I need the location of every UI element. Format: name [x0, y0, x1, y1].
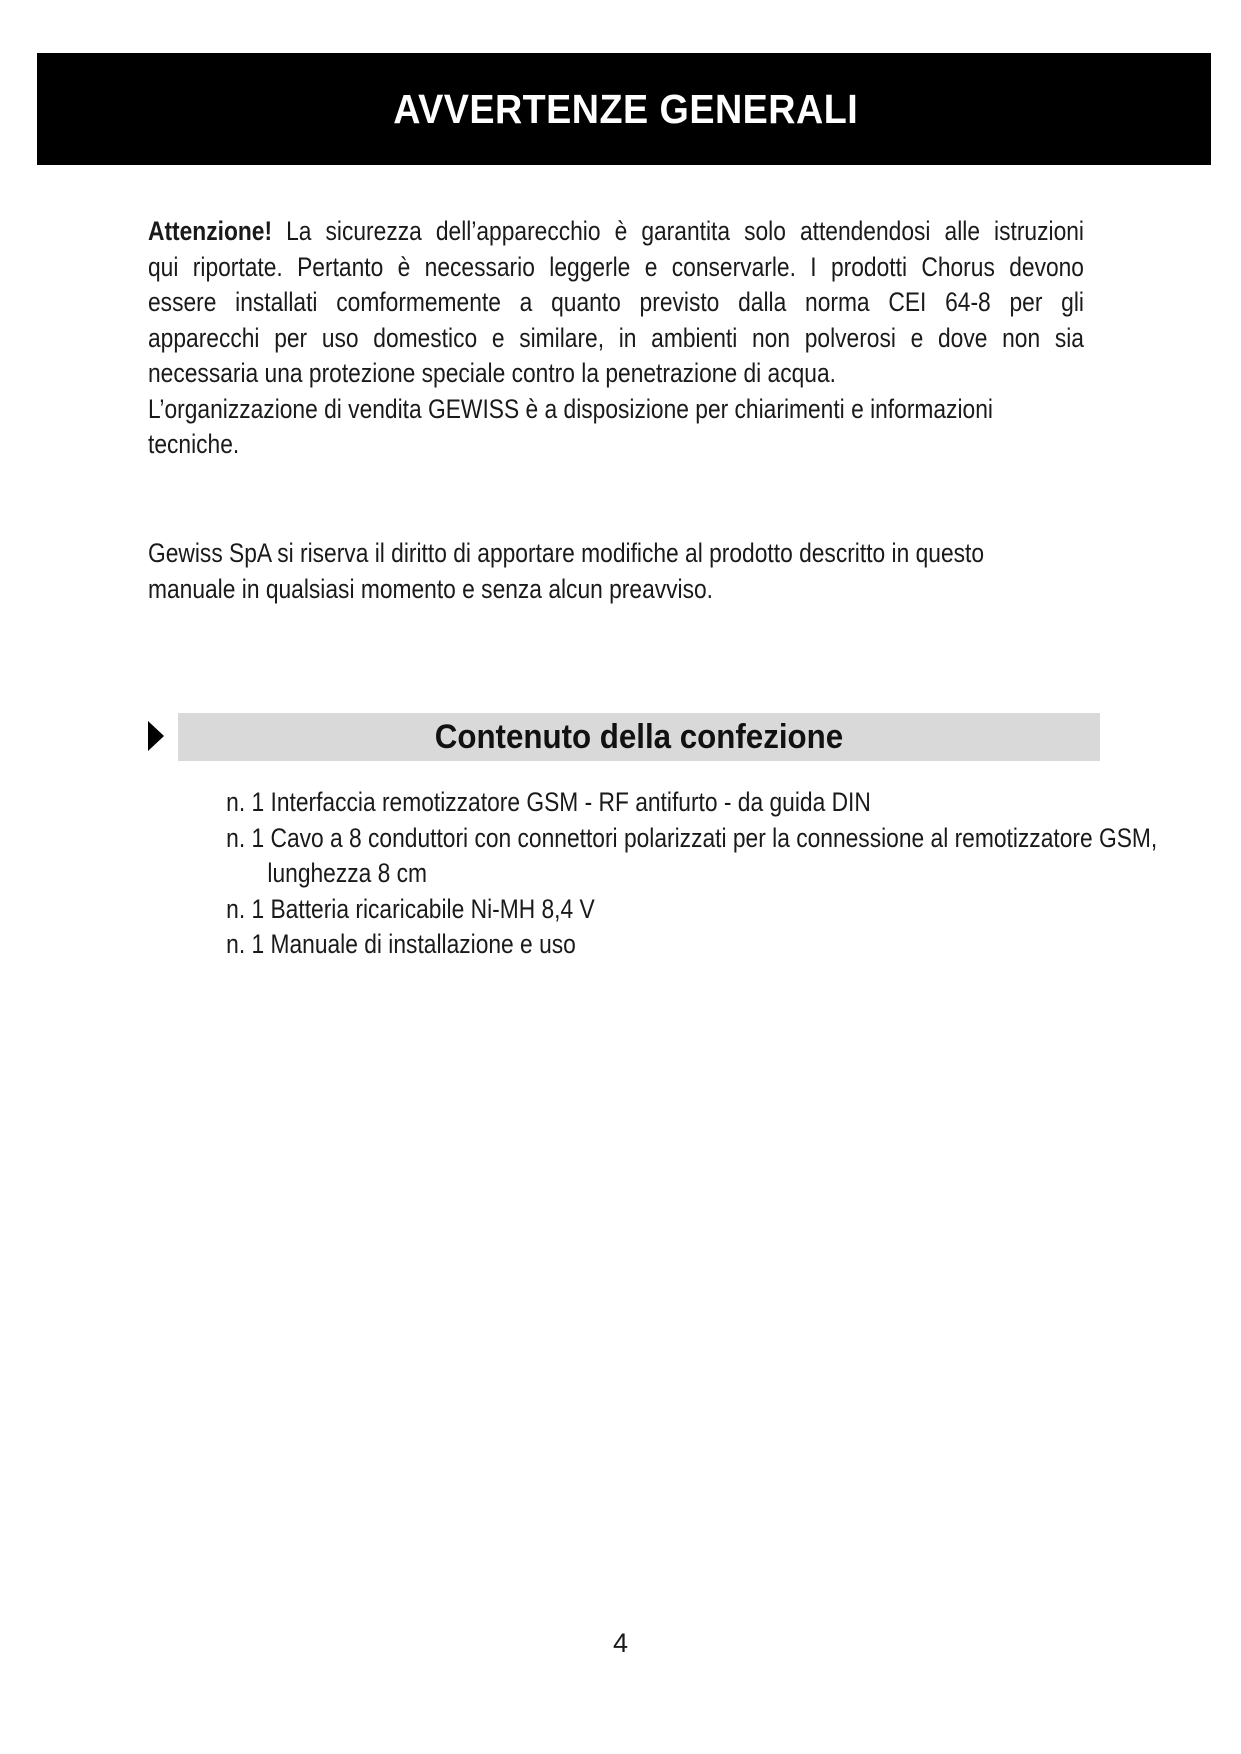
warning-line: essere installati comformemente a quanto previsto dalla norma CEI 64-8 per gli	[148, 287, 1084, 317]
page-title: AVVERTENZE GENERALI	[393, 85, 859, 132]
play-arrow-icon	[148, 721, 164, 751]
page-number: 4	[612, 1628, 629, 1658]
rights-line: manuale in qualsiasi momento e senza alcun preavviso.	[148, 573, 714, 604]
warning-line-text: La sicurezza dell’apparecchio è garantita solo attendendosi alle istruzioni	[272, 216, 1084, 246]
rights-line: Gewiss SpA si riserva il diritto di apportare modifiche al prodotto descritto in questo	[148, 538, 985, 568]
section-title-band	[178, 713, 1100, 761]
warning-line: tecniche.	[148, 429, 240, 459]
warning-line: apparecchi per uso domestico e similare, in ambienti non polverosi e dove non sia	[148, 322, 1084, 353]
rights-paragraph	[148, 536, 1084, 607]
warning-line	[148, 214, 1084, 250]
list-item: n. 1 Batteria ricaricabile Ni-MH 8,4 V	[226, 893, 595, 924]
warning-line: L’organizzazione di vendita GEWISS è a disposizione per chiarimenti e informazioni	[148, 393, 993, 424]
contents-section-header	[148, 713, 1100, 761]
warning-lead: Attenzione!	[148, 216, 273, 246]
list-item: n. 1 Manuale di installazione e uso	[226, 929, 576, 959]
section-title: Contenuto della confezione	[434, 717, 844, 756]
warning-paragraph	[148, 214, 1084, 463]
page-header-bar	[37, 53, 1211, 165]
warning-line: necessaria una protezione speciale contro la penetrazione di acqua.	[148, 358, 836, 388]
list-item: n. 1 Cavo a 8 conduttori con connettori polarizzati per la connessione al remotizzatore GSM, lunghezza 8 cm	[226, 822, 1158, 888]
warning-line: qui riportate. Pertanto è necessario leggerle e conservarle. I prodotti Chorus devono	[148, 251, 1084, 282]
contents-list	[226, 785, 1186, 963]
list-item: n. 1 Interfaccia remotizzatore GSM - RF antifurto - da guida DIN	[226, 787, 871, 817]
